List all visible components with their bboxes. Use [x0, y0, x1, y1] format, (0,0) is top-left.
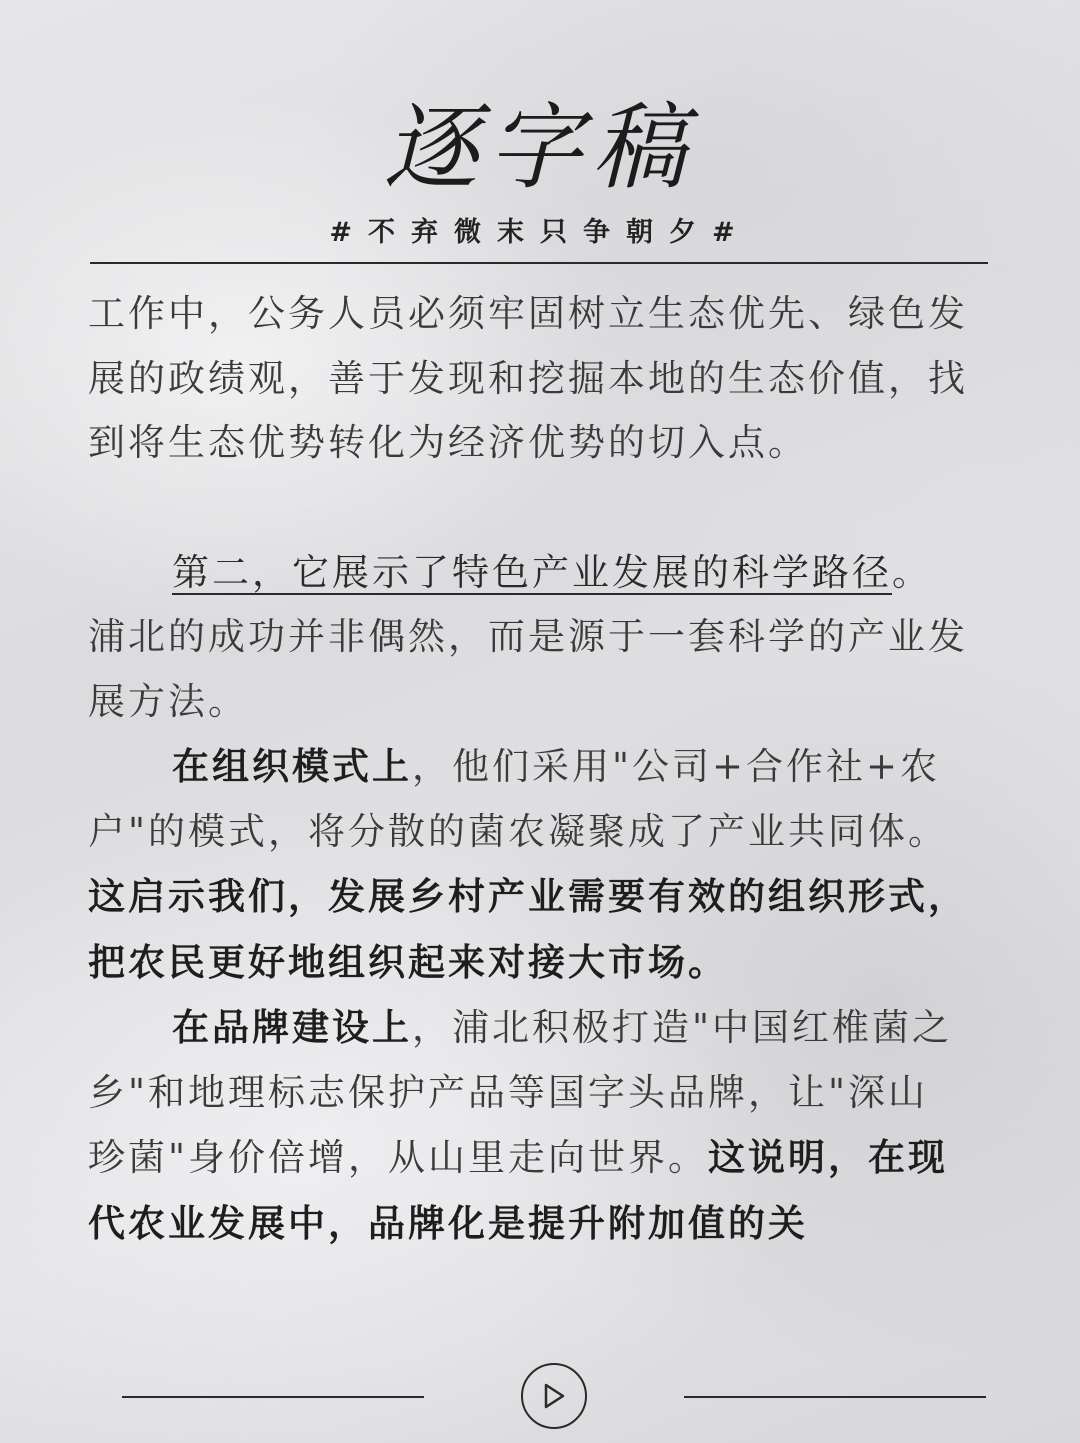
- header-divider: [90, 262, 988, 264]
- paragraph-3: [88, 734, 968, 995]
- paragraph-4-text: ，浦北积极打造"中国红椎菌之乡"和地理标志保护产品等国字头品牌，让"深山珍菌"身价倍增，从山里走向世界。: [88, 1006, 953, 1179]
- paragraph-4-emphasis: 这说明，在现代农业发展中，品牌化是提升附加值的关: [88, 1135, 949, 1245]
- play-icon: [541, 1382, 567, 1410]
- footer-divider-left: [122, 1396, 424, 1398]
- paragraph-1: [88, 282, 968, 476]
- section-heading: 第二，它展示了特色产业发展的科学路径: [172, 550, 892, 594]
- play-button[interactable]: [521, 1363, 587, 1429]
- page-title: 逐字稿: [383, 94, 696, 203]
- paragraph-4-lead: 在品牌建设上: [172, 1005, 412, 1049]
- paragraph-2: [88, 541, 968, 735]
- footer-divider-right: [684, 1396, 986, 1398]
- paragraph-3-emphasis: 这启示我们，发展乡村产业需要有效的组织形式，把农民更好地组织起来对接大市场。: [88, 874, 968, 984]
- page-subtitle: #不弃微末只争朝夕#: [329, 217, 751, 248]
- article-body: [88, 282, 968, 1256]
- paragraph-1-text: 工作中，公务人员必须牢固树立生态优先、绿色发展的政绩观，善于发现和挖掘本地的生态价值，找到将生态优势转化为经济优势的切入点。: [88, 292, 968, 464]
- paragraph-gap: [88, 476, 968, 541]
- paragraph-2-text: 。浦北的成功并非偶然，而是源于一套科学的产业发展方法。: [88, 550, 968, 723]
- paragraph-3-text: ，他们采用"公司+合作社+农户"的模式，将分散的菌农凝聚成了产业共同体。: [88, 745, 949, 853]
- paragraph-3-lead: 在组织模式上: [172, 744, 412, 788]
- paragraph-4: [88, 995, 968, 1256]
